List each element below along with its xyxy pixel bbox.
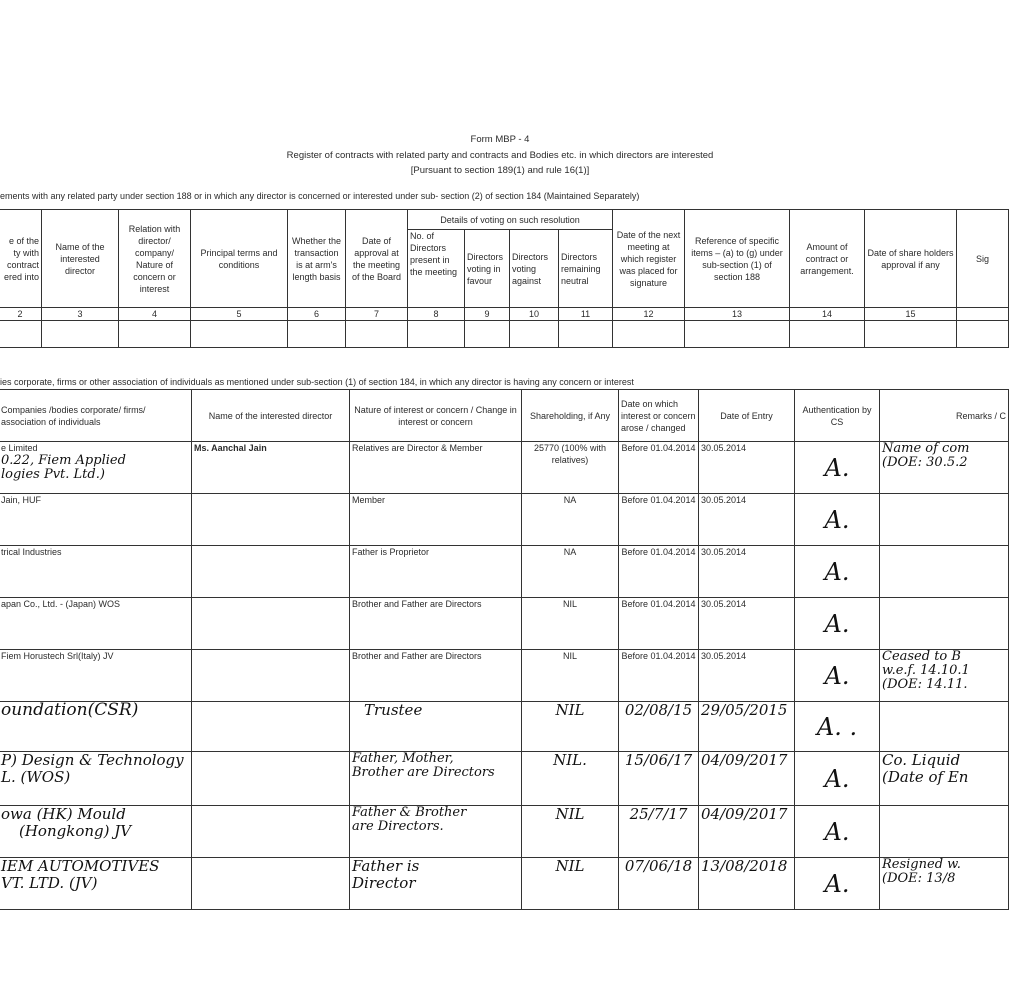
- remarks: [880, 494, 1009, 546]
- company-name: Fiem Horustech Srl(Italy) JV: [0, 650, 192, 702]
- remark-line: (DOE: 13/8: [882, 871, 956, 886]
- nature-of-interest: Brother and Father are Directors: [350, 650, 522, 702]
- empty-cell: [685, 321, 790, 348]
- col-signature: Sig: [957, 210, 1009, 308]
- date-arose: Before 01.04.2014: [619, 650, 699, 702]
- col-number: 6: [288, 308, 346, 321]
- date-entry: 30.05.2014: [699, 650, 795, 702]
- col-number: 3: [42, 308, 119, 321]
- nature-of-interest: Member: [350, 494, 522, 546]
- company-note: L. (WOS): [1, 768, 71, 786]
- section2-caption: ies corporate, firms or other association of individuals as mentioned under sub-section (1) of section 184, in which any director is having any concern or interest: [0, 377, 634, 387]
- director-name: [192, 806, 350, 858]
- empty-cell: [288, 321, 346, 348]
- date-entry: 04/09/2017: [699, 806, 795, 858]
- remark-line: Co. Liquid: [882, 751, 961, 769]
- table-row: [0, 598, 1009, 650]
- cs-signature: A.: [795, 546, 880, 598]
- remark-line: Ceased to B: [882, 649, 961, 664]
- company-cell: [0, 858, 192, 910]
- date-entry: 13/08/2018: [699, 858, 795, 910]
- nature-of-interest: Trustee: [350, 702, 522, 752]
- date-arose: Before 01.04.2014: [619, 546, 699, 598]
- col-number: 11: [559, 308, 613, 321]
- director-name: Ms. Aanchal Jain: [192, 442, 350, 494]
- form-number: Form MBP - 4: [470, 134, 530, 145]
- company-name: e Limited: [1, 443, 38, 453]
- col-number: 9: [465, 308, 510, 321]
- remark-line: Resigned w.: [882, 857, 961, 872]
- col-remaining-neutral: Directors remaining neutral: [559, 230, 613, 308]
- remark-line: (Date of En: [882, 768, 969, 786]
- col-authentication: Authentication by CS: [795, 390, 880, 442]
- nature-of-interest: Father is Proprietor: [350, 546, 522, 598]
- remarks: [880, 752, 1009, 806]
- shareholding: NIL.: [522, 752, 619, 806]
- register-subtitle: [Pursuant to section 189(1) and rule 16(1)]: [410, 165, 590, 176]
- company-name: apan Co., Ltd. - (Japan) WOS: [0, 598, 192, 650]
- nature-of-interest: Father is: [352, 857, 420, 875]
- company-note: (Hongkong) JV: [19, 822, 132, 840]
- table-row: [0, 752, 1009, 806]
- nature-of-interest: Father & Brother: [352, 805, 467, 820]
- shareholding: NA: [522, 494, 619, 546]
- table-row: [0, 702, 1009, 752]
- empty-cell: [119, 321, 191, 348]
- col-shareholding: Shareholding, if Any: [522, 390, 619, 442]
- date-entry: 30.05.2014: [699, 494, 795, 546]
- col-relation: Relation with director/ company/ Nature of concern or interest: [119, 210, 191, 308]
- col-party-name: e of the ty with contract ered into: [0, 210, 42, 308]
- col-number: 15: [865, 308, 957, 321]
- col-number: 14: [790, 308, 865, 321]
- nature-cell: [350, 858, 522, 910]
- nature-of-interest: Director: [352, 874, 416, 892]
- date-entry: 29/05/2015: [699, 702, 795, 752]
- col-director: Name of the interested director: [192, 390, 350, 442]
- col-voting-against: Directors voting against: [510, 230, 559, 308]
- cs-signature: A.: [795, 806, 880, 858]
- col-date-entry: Date of Entry: [699, 390, 795, 442]
- cs-signature: A.: [795, 650, 880, 702]
- col-shareholders-approval: Date of share holders approval if any: [865, 210, 957, 308]
- date-entry: 04/09/2017: [699, 752, 795, 806]
- col-company: Companies /bodies corporate/ firms/ association of individuals: [0, 390, 192, 442]
- nature-cell: [350, 806, 522, 858]
- date-arose: 02/08/15: [619, 702, 699, 752]
- director-name: [192, 650, 350, 702]
- nature-of-interest: Father, Mother,: [352, 751, 454, 766]
- company-name: trical Industries: [0, 546, 192, 598]
- col-number: 8: [408, 308, 465, 321]
- col-directors-present: No. of Directors present in the meeting: [408, 230, 465, 308]
- col-number: 13: [685, 308, 790, 321]
- empty-cell: [559, 321, 613, 348]
- col-remarks: Remarks / C: [880, 390, 1009, 442]
- voting-details-header: Details of voting on such resolution: [408, 210, 613, 230]
- remarks: [880, 598, 1009, 650]
- col-number: 5: [191, 308, 288, 321]
- remark-line: (DOE: 30.5.2: [882, 455, 968, 470]
- table-row: [0, 858, 1009, 910]
- col-amount: Amount of contract or arrangement.: [790, 210, 865, 308]
- cs-signature: A.: [795, 598, 880, 650]
- date-entry: 30.05.2014: [699, 598, 795, 650]
- table-row: [0, 650, 1009, 702]
- remark-line: w.e.f. 14.10.1: [882, 663, 970, 678]
- company-name: Jain, HUF: [0, 494, 192, 546]
- company-cell: [0, 806, 192, 858]
- company-cell: [0, 752, 192, 806]
- shareholding: NIL: [522, 858, 619, 910]
- nature-of-interest: Brother and Father are Directors: [350, 598, 522, 650]
- related-party-contracts-table: [0, 209, 1009, 348]
- director-name: [192, 702, 350, 752]
- col-number: 4: [119, 308, 191, 321]
- date-arose: Before 01.04.2014: [619, 598, 699, 650]
- remarks: [880, 442, 1009, 494]
- date-arose: Before 01.04.2014: [619, 494, 699, 546]
- col-nature: Nature of interest or concern / Change in interest or concern: [350, 390, 522, 442]
- shareholding: NIL: [522, 702, 619, 752]
- director-name: [192, 752, 350, 806]
- date-arose: 07/06/18: [619, 858, 699, 910]
- director-name: [192, 858, 350, 910]
- company-name: P) Design & Technology: [1, 751, 184, 769]
- section1-caption: ements with any related party under section 188 or in which any director is concerned or interested under sub- section (2) of section 184 (Maintained Separately): [0, 191, 640, 201]
- remark-line: (DOE: 14.11.: [882, 677, 968, 692]
- col-number: 12: [613, 308, 685, 321]
- empty-cell: [865, 321, 957, 348]
- cs-signature: A.: [795, 858, 880, 910]
- company-note: VT. LTD. (JV): [1, 874, 98, 892]
- col-number: [957, 308, 1009, 321]
- director-name: [192, 494, 350, 546]
- remarks: [880, 858, 1009, 910]
- company-note: logies Pvt. Ltd.): [1, 467, 105, 482]
- remarks: [880, 546, 1009, 598]
- date-arose: 25/7/17: [619, 806, 699, 858]
- empty-cell: [191, 321, 288, 348]
- nature-of-interest: Brother are Directors: [352, 765, 495, 780]
- col-arms-length: Whether the transaction is at arm's length basis: [288, 210, 346, 308]
- company-name: IEM AUTOMOTIVES: [1, 857, 160, 875]
- empty-cell: [510, 321, 559, 348]
- director-name: [192, 546, 350, 598]
- col-board-approval-date: Date of approval at the meeting of the Board: [346, 210, 408, 308]
- col-number: 2: [0, 308, 42, 321]
- remarks: [880, 806, 1009, 858]
- col-number: 10: [510, 308, 559, 321]
- date-arose: Before 01.04.2014: [619, 442, 699, 494]
- shareholding: 25770 (100% with relatives): [522, 442, 619, 494]
- nature-cell: [350, 752, 522, 806]
- table-row: [0, 494, 1009, 546]
- cs-signature: A.: [795, 442, 880, 494]
- remark-line: Name of com: [882, 441, 970, 456]
- cs-signature: A.: [795, 752, 880, 806]
- col-reference-items: Reference of specific items – (a) to (g) under sub-section (1) of section 188: [685, 210, 790, 308]
- col-date-arose: Date on which interest or concern arose / changed: [619, 390, 699, 442]
- col-voting-favour: Directors voting in favour: [465, 230, 510, 308]
- col-interested-director: Name of the interested director: [42, 210, 119, 308]
- company-name: owa (HK) Mould: [1, 805, 126, 823]
- shareholding: NIL: [522, 650, 619, 702]
- empty-cell: [42, 321, 119, 348]
- shareholding: NIL: [522, 598, 619, 650]
- empty-cell: [346, 321, 408, 348]
- empty-cell: [957, 321, 1009, 348]
- date-entry: 30.05.2014: [699, 546, 795, 598]
- table-row: [0, 806, 1009, 858]
- nature-of-interest: are Directors.: [352, 819, 444, 834]
- cs-signature: A. .: [795, 702, 880, 752]
- col-next-meeting-date: Date of the next meeting at which register was placed for signature: [613, 210, 685, 308]
- table-row: [0, 442, 1009, 494]
- bodies-corporate-interest-table: [0, 389, 1009, 910]
- shareholding: NA: [522, 546, 619, 598]
- empty-cell: [613, 321, 685, 348]
- remarks: [880, 702, 1009, 752]
- register-title: Register of contracts with related party and contracts and Bodies etc. in which directors are interested: [286, 150, 714, 161]
- empty-cell: [465, 321, 510, 348]
- shareholding: NIL: [522, 806, 619, 858]
- date-arose: 15/06/17: [619, 752, 699, 806]
- date-entry: 30.05.2014: [699, 442, 795, 494]
- col-principal-terms: Principal terms and conditions: [191, 210, 288, 308]
- empty-cell: [408, 321, 465, 348]
- empty-cell: [0, 321, 42, 348]
- remarks: [880, 650, 1009, 702]
- director-name: [192, 598, 350, 650]
- empty-cell: [790, 321, 865, 348]
- nature-of-interest: Relatives are Director & Member: [350, 442, 522, 494]
- company-note: 0.22, Fiem Applied: [1, 453, 126, 468]
- table-row: [0, 546, 1009, 598]
- col-number: 7: [346, 308, 408, 321]
- company-name: oundation(CSR): [0, 702, 192, 752]
- company-cell: [0, 442, 192, 494]
- cs-signature: A.: [795, 494, 880, 546]
